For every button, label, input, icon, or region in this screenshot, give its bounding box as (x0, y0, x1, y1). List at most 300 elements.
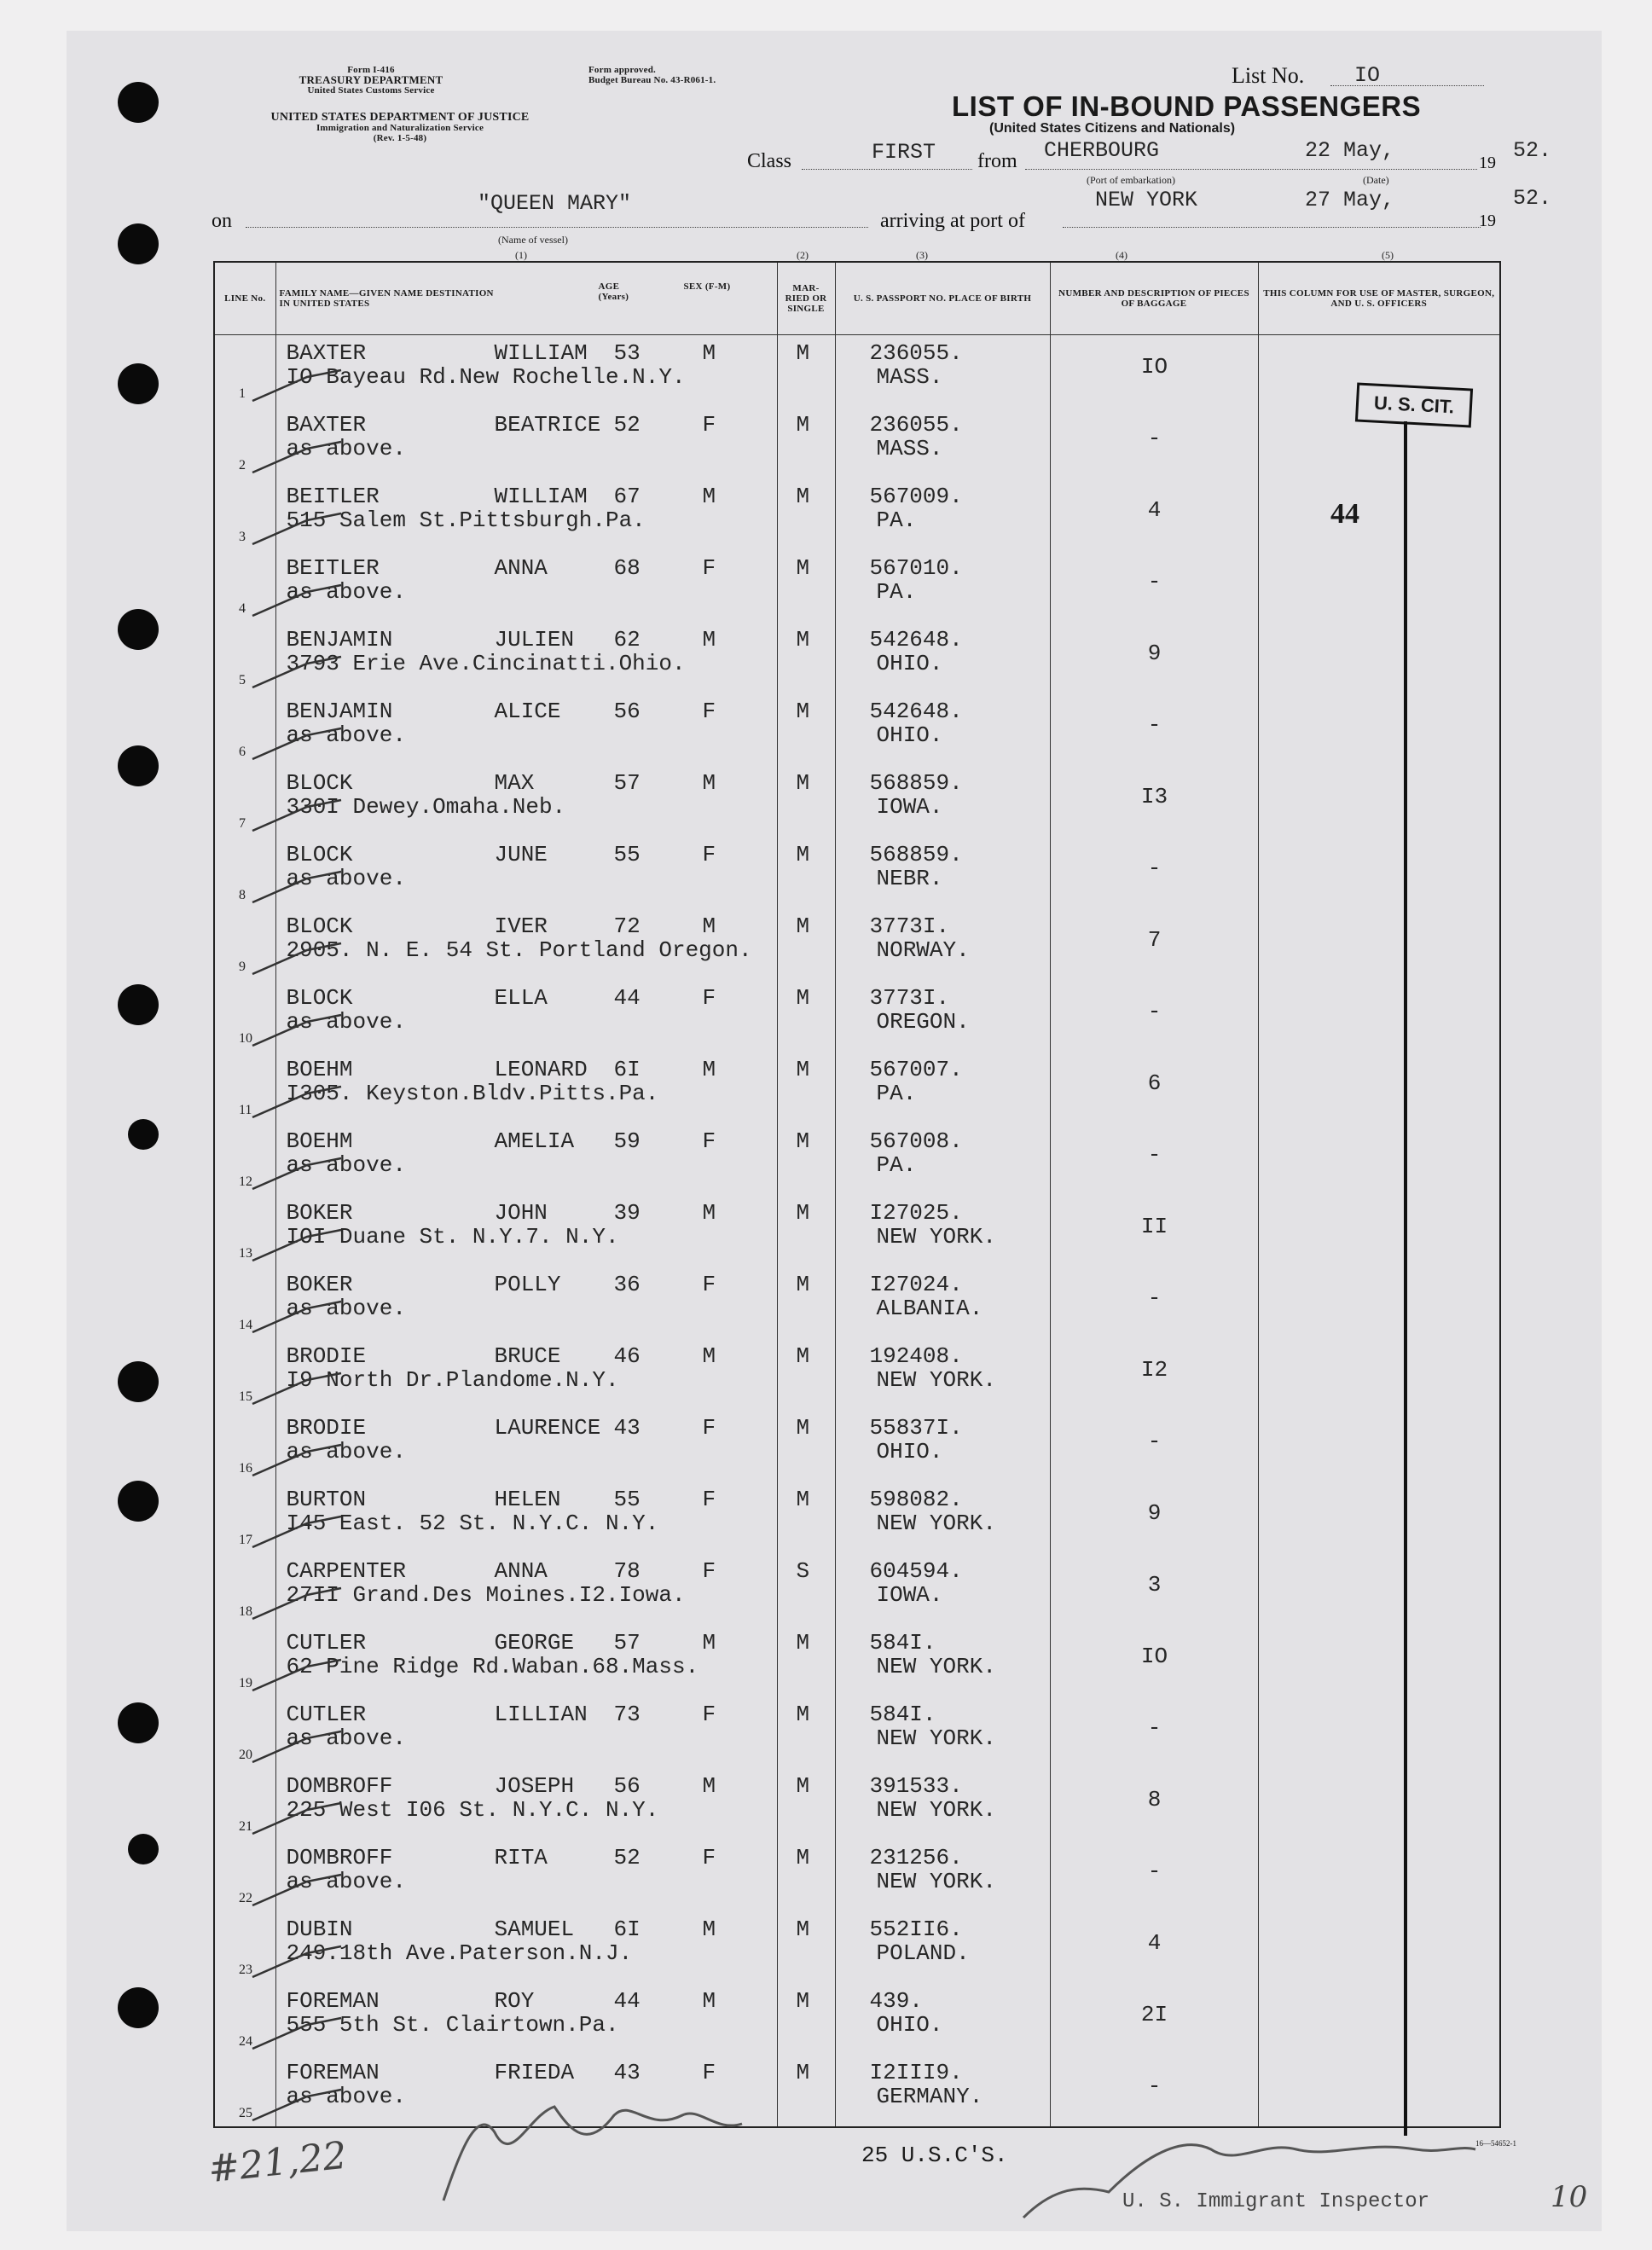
given-name: GEORGE (494, 1630, 575, 1656)
sex: M (702, 1630, 716, 1656)
passport-number: 55837I. (869, 1415, 963, 1441)
given-name: AMELIA (494, 1128, 575, 1154)
port-embark-caption: (Port of embarkation) (1087, 174, 1175, 186)
marital-status: M (796, 1200, 810, 1226)
passenger-row (214, 1553, 1500, 1625)
marital-status: M (796, 1128, 810, 1154)
line-number: 3 (239, 530, 246, 544)
passenger-row (214, 693, 1500, 765)
family-name: BEITLER (286, 555, 380, 581)
baggage-count: - (1147, 1715, 1162, 1741)
passenger-row (214, 1123, 1500, 1195)
table-header-row (214, 262, 1500, 335)
given-name: ELLA (494, 985, 548, 1011)
passport-number: 567010. (869, 555, 963, 581)
age: 56 (613, 1773, 641, 1799)
given-name: BEATRICE (494, 412, 601, 438)
passport-number: 542648. (869, 699, 963, 724)
line-number: 14 (239, 1318, 252, 1332)
given-name: ANNA (494, 1558, 548, 1584)
col-passport: U. S. PASSPORT NO. PLACE OF BIRTH (835, 262, 1050, 335)
line-number: 2 (239, 458, 246, 473)
place-of-birth: ALBANIA. (876, 1296, 983, 1321)
destination-address: as above. (286, 1152, 406, 1178)
age: 43 (613, 1415, 641, 1441)
arrival-line (1063, 227, 1481, 228)
line-number: 16 (239, 1461, 252, 1476)
baggage-count: 8 (1147, 1787, 1162, 1812)
place-of-birth: NORWAY. (876, 937, 970, 963)
document-subtitle: (United States Citizens and Nationals) (989, 121, 1236, 136)
place-of-birth: GERMANY. (876, 2084, 983, 2109)
destination-address: 3793 Erie Ave.Cincinatti.Ohio. (286, 651, 686, 676)
arrival-year: 52. (1513, 186, 1552, 211)
print-number: 16—54652-1 (1475, 2139, 1516, 2148)
passenger-row (214, 1410, 1500, 1482)
destination-address: as above. (286, 1439, 406, 1464)
passenger-row (214, 1983, 1500, 2055)
age: 46 (613, 1343, 641, 1369)
place-of-birth: NEW YORK. (876, 1725, 996, 1751)
sex: F (702, 1558, 716, 1584)
passport-number: 231256. (869, 1845, 963, 1870)
passport-number: 584I. (869, 1702, 936, 1727)
place-of-birth: NEBR. (876, 866, 943, 891)
baggage-count: 4 (1147, 1930, 1162, 1956)
col-age-label: AGE (Years) (598, 281, 629, 302)
binder-hole (118, 1702, 159, 1743)
binder-hole (128, 1119, 159, 1150)
baggage-count: 4 (1147, 497, 1162, 523)
destination-address: I45 East. 52 St. N.Y.C. N.Y. (286, 1511, 659, 1536)
marital-status: M (796, 1702, 810, 1727)
list-no-label: List No. (1232, 63, 1305, 88)
sex: F (702, 1845, 716, 1870)
passenger-table (213, 261, 1501, 2128)
line-number: 22 (239, 1891, 252, 1905)
class-line (802, 169, 972, 170)
family-name: BOKER (286, 1200, 353, 1226)
family-name: CUTLER (286, 1702, 367, 1727)
handwritten-line-ref: #21,22 (206, 2133, 350, 2192)
revision: (Rev. 1-5-48) (373, 133, 427, 143)
family-name: CARPENTER (286, 1558, 406, 1584)
age: 53 (613, 340, 641, 366)
document-title: LIST OF IN-BOUND PASSENGERS (952, 90, 1422, 122)
col-name (275, 262, 777, 335)
destination-address: as above. (286, 1009, 406, 1035)
passenger-row (214, 908, 1500, 980)
marital-status: M (796, 1415, 810, 1441)
col-num-3: (3) (916, 249, 928, 261)
line-number: 5 (239, 673, 246, 687)
arriving-label: arriving at port of (880, 210, 1025, 232)
sex: F (702, 1702, 716, 1727)
citation: 25 U.S.C'S. (861, 2143, 1008, 2168)
baggage-count: I2 (1140, 1357, 1168, 1383)
sex: F (702, 1487, 716, 1512)
line-number: 7 (239, 816, 246, 831)
destination-address: as above. (286, 1725, 406, 1751)
baggage-count: - (1147, 2073, 1162, 2099)
baggage-count: 6 (1147, 1070, 1162, 1096)
place-of-birth: NEW YORK. (876, 1869, 996, 1894)
passport-number: 391533. (869, 1773, 963, 1799)
place-of-birth: OHIO. (876, 1439, 943, 1464)
passport-number: I27025. (869, 1200, 963, 1226)
baggage-count: 2I (1140, 2002, 1168, 2027)
passport-number: 236055. (869, 340, 963, 366)
justice-block (208, 113, 592, 143)
family-name: BAXTER (286, 340, 367, 366)
col-num-1: (1) (515, 249, 527, 261)
destination-address: 225 West I06 St. N.Y.C. N.Y. (286, 1797, 659, 1823)
col-married: MAR-RIED OR SINGLE (777, 262, 835, 335)
marital-status: M (796, 842, 810, 867)
place-of-birth: PA. (876, 579, 917, 605)
marital-status: M (796, 484, 810, 509)
family-name: FOREMAN (286, 1988, 380, 2014)
given-name: POLLY (494, 1272, 561, 1297)
on-label: on (212, 210, 232, 232)
col-num-5: (5) (1382, 249, 1394, 261)
place-of-birth: OHIO. (876, 651, 943, 676)
destination-address: I9 North Dr.Plandome.N.Y. (286, 1367, 619, 1393)
passport-number: 568859. (869, 842, 963, 867)
passenger-row (214, 980, 1500, 1052)
passport-number: 584I. (869, 1630, 936, 1656)
passenger-row (214, 1195, 1500, 1267)
place-of-birth: MASS. (876, 436, 943, 461)
baggage-count: - (1147, 569, 1162, 594)
age: 43 (613, 2060, 641, 2085)
vessel-caption: (Name of vessel) (498, 234, 568, 246)
family-name: BLOCK (286, 985, 353, 1011)
class-label: Class (747, 150, 792, 172)
family-name: BOEHM (286, 1128, 353, 1154)
place-of-birth: OREGON. (876, 1009, 970, 1035)
age: 44 (613, 1988, 641, 2014)
destination-address: as above. (286, 1869, 406, 1894)
baggage-count: I3 (1140, 784, 1168, 809)
age: 36 (613, 1272, 641, 1297)
col-sex-label: SEX (F-M) (683, 281, 731, 292)
age: 59 (613, 1128, 641, 1154)
given-name: ANNA (494, 555, 548, 581)
place-of-birth: OHIO. (876, 2012, 943, 2038)
given-name: JOSEPH (494, 1773, 575, 1799)
line-number: 15 (239, 1389, 252, 1404)
form-id-block (273, 65, 469, 96)
marital-status: M (796, 985, 810, 1011)
given-name: JULIEN (494, 627, 575, 652)
destination-address: IOI Duane St. N.Y.7. N.Y. (286, 1224, 619, 1250)
family-name: BURTON (286, 1487, 367, 1512)
approval-block (588, 65, 827, 85)
passenger-row (214, 550, 1500, 622)
budget-bureau: Budget Bureau No. 43-R061-1. (588, 75, 716, 85)
binder-hole (118, 984, 159, 1025)
line-number: 8 (239, 888, 246, 902)
given-name: ALICE (494, 699, 561, 724)
passport-number: I27024. (869, 1272, 963, 1297)
line-number: 25 (239, 2106, 252, 2120)
family-name: BENJAMIN (286, 699, 393, 724)
passport-number: 568859. (869, 770, 963, 796)
family-name: BAXTER (286, 412, 367, 438)
baggage-count: - (1147, 712, 1162, 738)
binder-hole (118, 223, 159, 264)
line-number: 24 (239, 2034, 252, 2049)
baggage-count: - (1147, 1859, 1162, 1884)
age: 62 (613, 627, 641, 652)
destination-address: as above. (286, 2084, 406, 2109)
marital-status: M (796, 1917, 810, 1942)
baggage-count: IO (1140, 354, 1168, 380)
age: 6I (613, 1917, 641, 1942)
line-number: 4 (239, 601, 246, 616)
given-name: JUNE (494, 842, 548, 867)
family-name: BOEHM (286, 1057, 353, 1082)
sex: M (702, 1773, 716, 1799)
us-citizen-stamp: U. S. CIT. (1355, 382, 1473, 427)
marital-status: M (796, 1272, 810, 1297)
place-of-birth: PA. (876, 1152, 917, 1178)
age: 56 (613, 699, 641, 724)
family-name: BOKER (286, 1272, 353, 1297)
age: 78 (613, 1558, 641, 1584)
list-no-value: IO (1354, 63, 1381, 88)
line-number: 1 (239, 386, 246, 401)
class-value: FIRST (872, 140, 936, 165)
passport-number: 3773I. (869, 913, 950, 939)
line-number: 23 (239, 1963, 252, 1977)
embark-year: 52. (1513, 138, 1552, 163)
marital-status: M (796, 913, 810, 939)
marital-status: M (796, 699, 810, 724)
officer-check-line (1404, 421, 1407, 2136)
from-value: CHERBOURG (1044, 138, 1160, 163)
age: 57 (613, 770, 641, 796)
binder-hole (128, 1834, 159, 1864)
line-number: 13 (239, 1246, 252, 1261)
place-of-birth: PA. (876, 507, 917, 533)
col-num-4: (4) (1116, 249, 1127, 261)
sex: M (702, 627, 716, 652)
family-name: DOMBROFF (286, 1845, 393, 1870)
family-name: BLOCK (286, 913, 353, 939)
sex: M (702, 484, 716, 509)
line-number: 21 (239, 1819, 252, 1834)
sex: M (702, 1057, 716, 1082)
place-of-birth: NEW YORK. (876, 1367, 996, 1393)
passenger-row (214, 1840, 1500, 1911)
destination-address: as above. (286, 436, 406, 461)
destination-address: 2905. N. E. 54 St. Portland Oregon. (286, 937, 752, 963)
destination-address: as above. (286, 722, 406, 748)
baggage-count: - (1147, 1142, 1162, 1168)
form-approved: Form approved. (588, 65, 656, 75)
destination-address: 515 Salem St.Pittsburgh.Pa. (286, 507, 646, 533)
arrival-year-prefix: 19 (1479, 212, 1496, 230)
given-name: ROY (494, 1988, 535, 2014)
passenger-row (214, 2055, 1500, 2127)
passenger-row (214, 765, 1500, 837)
marital-status: M (796, 770, 810, 796)
marital-status: M (796, 1057, 810, 1082)
destination-address: I305. Keyston.Bldv.Pitts.Pa. (286, 1081, 659, 1106)
col-line: LINE No. (214, 262, 275, 335)
given-name: JOHN (494, 1200, 548, 1226)
line-number: 18 (239, 1604, 252, 1619)
col-baggage: NUMBER AND DESCRIPTION OF PIECES OF BAGGAGE (1050, 262, 1258, 335)
col-name-label: FAMILY NAME—GIVEN NAME DESTINATION IN UNITED STATES (279, 288, 494, 309)
line-number: 11 (239, 1103, 252, 1117)
passenger-row (214, 478, 1500, 550)
marital-status: M (796, 627, 810, 652)
embark-date: 22 May, (1305, 138, 1395, 163)
baggage-count: 3 (1147, 1572, 1162, 1598)
sex: F (702, 699, 716, 724)
sex: M (702, 770, 716, 796)
family-name: FOREMAN (286, 2060, 380, 2085)
sex: M (702, 1988, 716, 2014)
destination-address: 555 5th St. Clairtown.Pa. (286, 2012, 619, 2038)
baggage-count: II (1140, 1214, 1168, 1239)
passenger-row (214, 1482, 1500, 1553)
line-number: 6 (239, 745, 246, 759)
family-name: BEITLER (286, 484, 380, 509)
sex: F (702, 842, 716, 867)
sex: F (702, 2060, 716, 2085)
passport-number: 439. (869, 1988, 923, 2014)
ins-service: Immigration and Naturalization Service (316, 123, 484, 133)
customs-service: United States Customs Service (307, 85, 435, 96)
passport-number: 598082. (869, 1487, 963, 1512)
baggage-count: 7 (1147, 927, 1162, 953)
line-number: 19 (239, 1676, 252, 1690)
passport-number: 604594. (869, 1558, 963, 1584)
place-of-birth: NEW YORK. (876, 1511, 996, 1536)
place-of-birth: NEW YORK. (876, 1654, 996, 1679)
family-name: CUTLER (286, 1630, 367, 1656)
marital-status: M (796, 1343, 810, 1369)
age: 67 (613, 484, 641, 509)
passenger-row (214, 837, 1500, 908)
sex: M (702, 1917, 716, 1942)
passenger-row (214, 1911, 1500, 1983)
from-line (1025, 169, 1477, 170)
passenger-row (214, 335, 1500, 408)
age: 52 (613, 412, 641, 438)
passenger-row (214, 1338, 1500, 1410)
passenger-row (214, 1267, 1500, 1338)
passport-number: 552II6. (869, 1917, 963, 1942)
place-of-birth: POLAND. (876, 1940, 970, 1966)
marital-status: M (796, 1630, 810, 1656)
sex: M (702, 340, 716, 366)
passenger-row (214, 1768, 1500, 1840)
age: 44 (613, 985, 641, 1011)
given-name: WILLIAM (494, 484, 588, 509)
given-name: MAX (494, 770, 535, 796)
marital-status: M (796, 1487, 810, 1512)
binder-hole (118, 1481, 159, 1522)
age: 55 (613, 842, 641, 867)
age: 68 (613, 555, 641, 581)
given-name: BRUCE (494, 1343, 561, 1369)
passport-number: 567007. (869, 1057, 963, 1082)
destination-address: 330I Dewey.Omaha.Neb. (286, 794, 566, 820)
marital-status: M (796, 2060, 810, 2085)
col-officers: THIS COLUMN FOR USE OF MASTER, SURGEON, AND U. S. OFFICERS (1258, 262, 1500, 335)
destination-address: IO Bayeau Rd.New Rochelle.N.Y. (286, 364, 686, 390)
passenger-row (214, 1696, 1500, 1768)
age: 39 (613, 1200, 641, 1226)
place-of-birth: MASS. (876, 364, 943, 390)
given-name: IVER (494, 913, 548, 939)
given-name: LEONARD (494, 1057, 588, 1082)
date-caption: (Date) (1363, 174, 1389, 186)
line-number: 12 (239, 1174, 252, 1189)
inspector-label: U. S. Immigrant Inspector (1122, 2190, 1430, 2213)
given-name: LILLIAN (494, 1702, 588, 1727)
given-name: FRIEDA (494, 2060, 575, 2085)
sex: F (702, 412, 716, 438)
marital-status: M (796, 340, 810, 366)
passport-number: 236055. (869, 412, 963, 438)
arrival-port: NEW YORK (1095, 188, 1198, 212)
binder-hole (118, 363, 159, 404)
given-name: HELEN (494, 1487, 561, 1512)
sex: M (702, 1200, 716, 1226)
place-of-birth: NEW YORK. (876, 1797, 996, 1823)
binder-hole (118, 1361, 159, 1402)
form-number: Form I-416 (347, 65, 395, 75)
treasury-dept: TREASURY DEPARTMENT (299, 73, 443, 86)
sex: F (702, 1128, 716, 1154)
age: 72 (613, 913, 641, 939)
given-name: RITA (494, 1845, 548, 1870)
destination-address: 249.18th Ave.Paterson.N.J. (286, 1940, 633, 1966)
marital-status: M (796, 1988, 810, 2014)
marital-status: M (796, 1773, 810, 1799)
passport-number: 567008. (869, 1128, 963, 1154)
line-number: 10 (239, 1031, 252, 1046)
place-of-birth: OHIO. (876, 722, 943, 748)
handwritten-number: 10 (1551, 2180, 1588, 2214)
baggage-count: IO (1140, 1644, 1168, 1669)
age: 52 (613, 1845, 641, 1870)
vessel-name: "QUEEN MARY" (478, 191, 632, 216)
passport-number: I2III9. (869, 2060, 963, 2085)
passport-number: 542648. (869, 627, 963, 652)
embark-year-prefix: 19 (1479, 154, 1496, 172)
passenger-row (214, 1625, 1500, 1696)
baggage-count: - (1147, 1285, 1162, 1311)
destination-address: 27II Grand.Des Moines.I2.Iowa. (286, 1582, 686, 1608)
age: 6I (613, 1057, 641, 1082)
age: 73 (613, 1702, 641, 1727)
passenger-row (214, 407, 1500, 478)
place-of-birth: IOWA. (876, 1582, 943, 1608)
family-name: BLOCK (286, 770, 353, 796)
baggage-count: - (1147, 999, 1162, 1024)
sex: F (702, 1272, 716, 1297)
passenger-row (214, 622, 1500, 693)
from-label: from (977, 150, 1017, 172)
passport-number: 567009. (869, 484, 963, 509)
